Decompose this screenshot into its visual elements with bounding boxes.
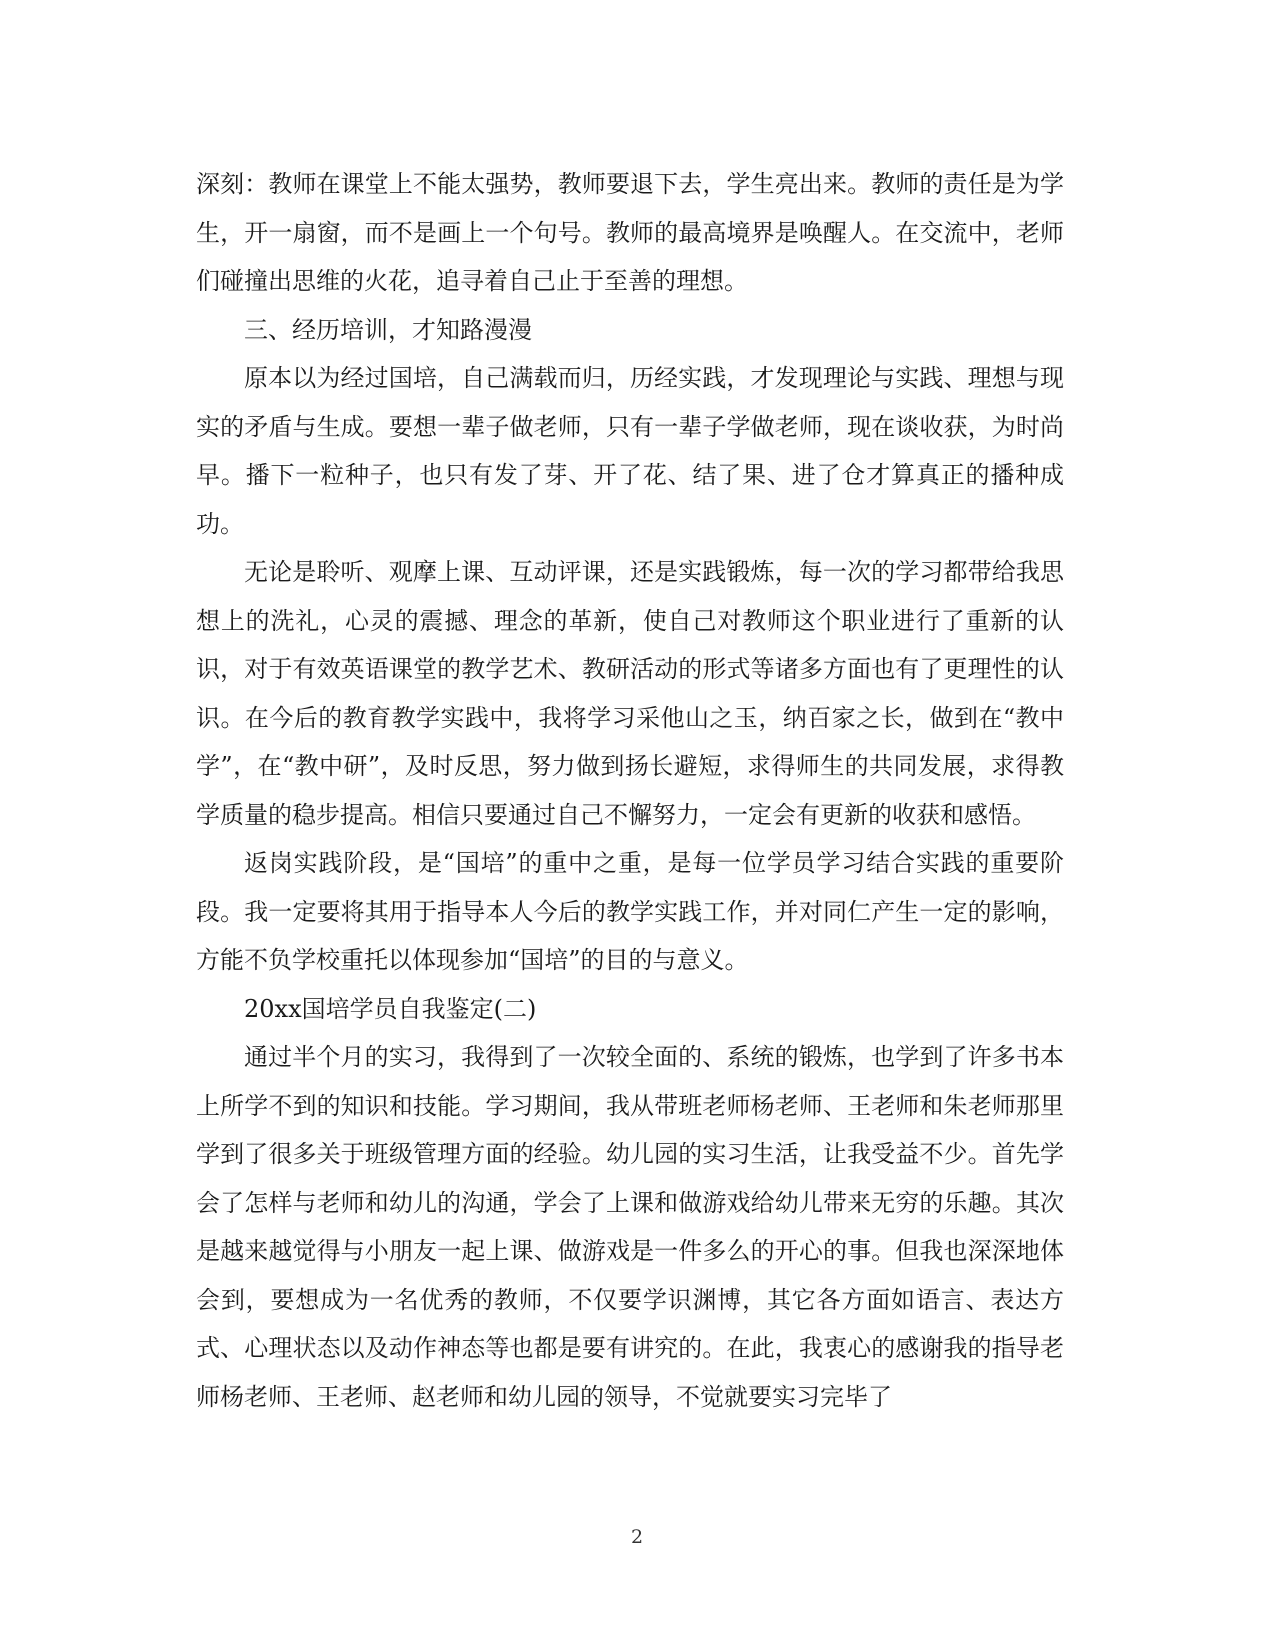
paragraph-4: 返岗实践阶段，是“国培”的重中之重，是每一位学员学习结合实践的重要阶段。我一定要将其用于指导本人今后的教学实践工作，并对同仁产生一定的影响，方能不负学校重托以体现参加“国培”的目的与意义。: [196, 849, 1064, 974]
paragraph-3: 无论是聆听、观摩上课、互动评课，还是实践锻炼，每一次的学习都带给我思想上的洗礼，心灵的震撼、理念的革新，使自己对教师这个职业进行了重新的认识，对于有效英语课堂的教学艺术、教研活动的形式等诸多方面也有了更理性的认识。在今后的教育教学实践中，我将学习采他山之玉，纳百家之长，做到在“教中学”，在“教中研”，及时反思，努力做到扬长避短，求得师生的共同发展，求得教学质量的稳步提高。相信只要通过自己不懈努力，一定会有更新的收获和感悟。: [196, 558, 1064, 829]
document-body: [196, 160, 1064, 1421]
page-number: 2: [630, 1526, 644, 1548]
section-heading-3: 三、经历培训，才知路漫漫: [244, 315, 532, 344]
section-title-2: 20xx国培学员自我鉴定(二): [244, 994, 537, 1023]
paragraph-1: 深刻：教师在课堂上不能太强势，教师要退下去，学生亮出来。教师的责任是为学生，开一扇窗，而不是画上一个句号。教师的最高境界是唤醒人。在交流中，老师们碰撞出思维的火花，追寻着自己止于至善的理想。: [196, 170, 1064, 295]
paragraph-5: 通过半个月的实习，我得到了一次较全面的、系统的锻炼，也学到了许多书本上所学不到的知识和技能。学习期间，我从带班老师杨老师、王老师和朱老师那里学到了很多关于班级管理方面的经验。幼儿园的实习生活，让我受益不少。首先学会了怎样与老师和幼儿的沟通，学会了上课和做游戏给幼儿带来无穷的乐趣。其次是越来越觉得与小朋友一起上课、做游戏是一件多么的开心的事。但我也深深地体会到，要想成为一名优秀的教师，不仅要学识渊博，其它各方面如语言、表达方式、心理状态以及动作神态等也都是要有讲究的。在此，我衷心的感谢我的指导老师杨老师、王老师、赵老师和幼儿园的领导，不觉就要实习完毕了: [196, 1043, 1064, 1411]
paragraph-2: 原本以为经过国培，自己满载而归，历经实践，才发现理论与实践、理想与现实的矛盾与生成。要想一辈子做老师，只有一辈子学做老师，现在谈收获，为时尚早。播下一粒种子，也只有发了芽、开了花、结了果、进了仓才算真正的播种成功。: [196, 364, 1064, 538]
